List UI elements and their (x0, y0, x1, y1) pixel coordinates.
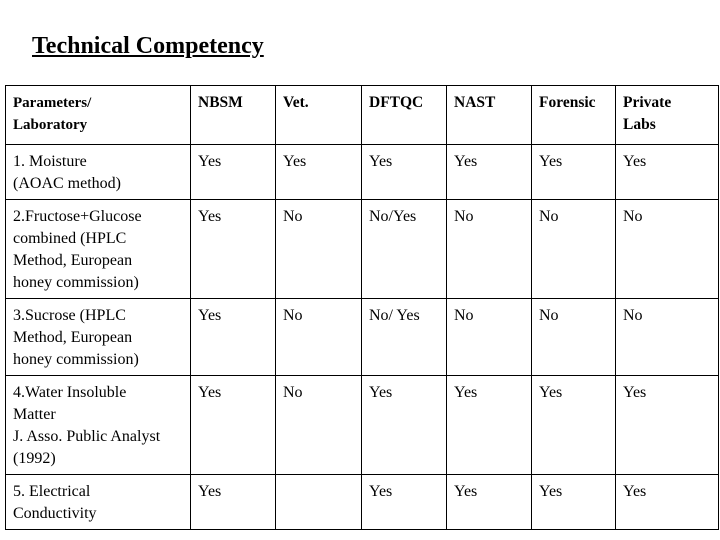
parameter-cell: 1. Moisture (AOAC method) (6, 145, 191, 200)
header-forensic: Forensic (532, 86, 616, 145)
parameter-cell: 5. Electrical Conductivity (6, 475, 191, 530)
value-cell: Yes (362, 145, 447, 200)
value-cell: Yes (191, 475, 276, 530)
value-cell: No (276, 376, 362, 475)
value-cell: No (447, 299, 532, 376)
table-row (6, 200, 719, 299)
header-vet: Vet. (276, 86, 362, 145)
value-cell: Yes (616, 376, 719, 475)
value-cell: No (532, 200, 616, 299)
value-cell (276, 475, 362, 530)
header-nbsm: NBSM (191, 86, 276, 145)
value-cell: Yes (191, 200, 276, 299)
table-row (6, 475, 719, 530)
competency-table (5, 85, 719, 530)
parameter-cell: 2.Fructose+Glucose combined (HPLC Method, European honey commission) (6, 200, 191, 299)
value-cell: Yes (191, 145, 276, 200)
table-row (6, 376, 719, 475)
value-cell: Yes (191, 299, 276, 376)
value-cell: No (447, 200, 532, 299)
value-cell: No/Yes (362, 200, 447, 299)
value-cell: No (616, 200, 719, 299)
value-cell: Yes (532, 145, 616, 200)
parameter-cell: 3.Sucrose (HPLC Method, European honey commission) (6, 299, 191, 376)
value-cell: No/ Yes (362, 299, 447, 376)
value-cell: Yes (362, 475, 447, 530)
value-cell: Yes (532, 475, 616, 530)
page-title: Technical Competency (32, 33, 264, 59)
value-cell: Yes (447, 145, 532, 200)
value-cell: No (532, 299, 616, 376)
header-row (6, 86, 719, 145)
value-cell: No (616, 299, 719, 376)
header-parameters: Parameters/ Laboratory (6, 86, 191, 145)
header-private-labs: Private Labs (616, 86, 719, 145)
header-nast: NAST (447, 86, 532, 145)
value-cell: Yes (447, 376, 532, 475)
value-cell: Yes (191, 376, 276, 475)
value-cell: Yes (616, 145, 719, 200)
value-cell: No (276, 299, 362, 376)
table-row (6, 299, 719, 376)
value-cell: No (276, 200, 362, 299)
value-cell: Yes (532, 376, 616, 475)
header-dftqc: DFTQC (362, 86, 447, 145)
value-cell: Yes (616, 475, 719, 530)
value-cell: Yes (362, 376, 447, 475)
value-cell: Yes (276, 145, 362, 200)
table-row (6, 145, 719, 200)
value-cell: Yes (447, 475, 532, 530)
parameter-cell: 4.Water Insoluble Matter J. Asso. Public Analyst (1992) (6, 376, 191, 475)
